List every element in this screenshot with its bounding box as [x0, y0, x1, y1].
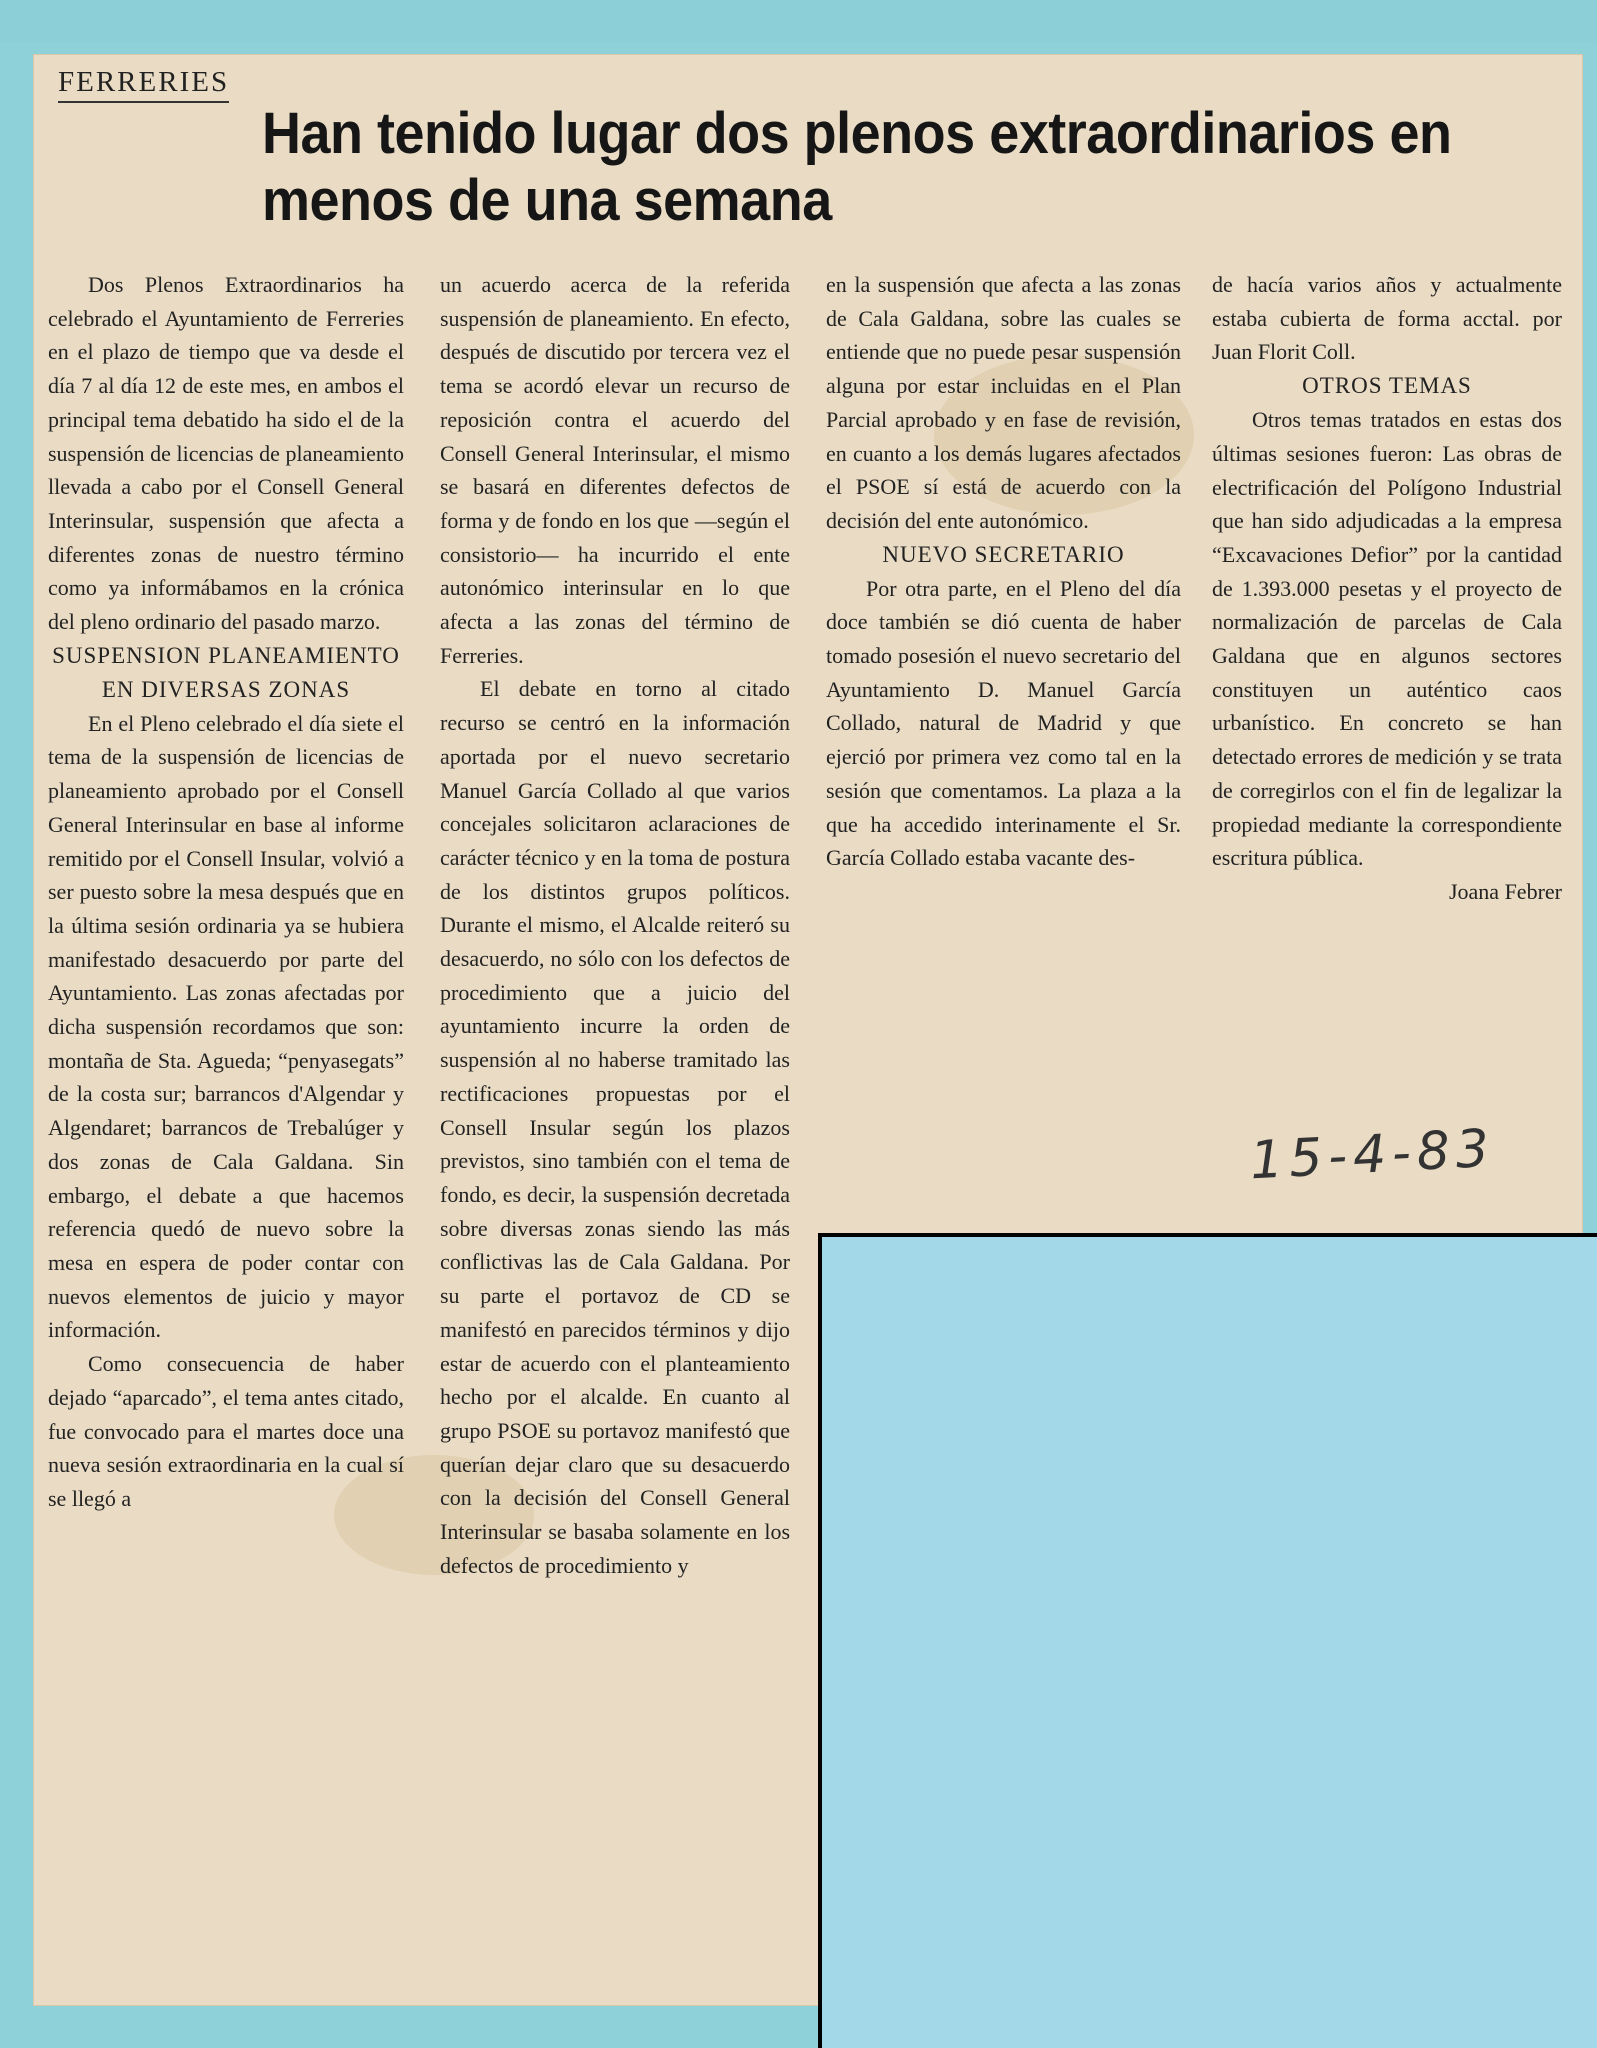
subheading: OTROS TEMAS — [1302, 373, 1472, 399]
paragraph: de hacía varios años y actualmente estaba cubierta de forma acctal. por Juan Florit Coll. — [1212, 272, 1562, 365]
article-column-3 — [826, 268, 1181, 875]
author-signature: Joana Febrer — [1448, 878, 1562, 904]
paragraph: En el Pleno celebrado el día siete el tema de la suspensión de licencias de planeamiento aprobado por el Consell General Interinsular en base al informe remitido por el Consell Insular, volvió a ser puesto sobre la mesa después que en la última sesión ordinaria ya se hubiera manifestado desacuerdo por parte del Ayuntamiento. Las zonas afectadas por dicha suspensión recordamos que son: montaña de Sta. Agueda; “penyasegats” de la costa sur; barrancos d'Algendar y Algendaret; barrancos de Trebalúger y dos zonas de Cala Galdana. Sin embargo, el debate a que hacemos referencia quedó de nuevo sobre la mesa en espera de poder contar con nuevos elementos de juicio y mayor información. — [48, 710, 404, 1343]
article-column-4 — [1212, 268, 1562, 909]
article-column-1 — [48, 268, 404, 1516]
headline: Han tenido lugar dos plenos extraordinarios en menos de una semana — [262, 101, 1452, 233]
paragraph: Dos Plenos Extraordinarios ha celebrado el Ayuntamiento de Ferreries en el plazo de tiempo que va desde el día 7 al día 12 de este mes, en ambos el principal tema debatido ha sido el de la suspensión de licencias de planeamiento llevada a cabo por el Consell General Interinsular, suspensión que afecta a diferentes zonas de nuestro término como ya informábamos en la crónica del pleno ordinario del pasado marzo. — [48, 272, 404, 635]
article-column-2 — [440, 268, 790, 1582]
subheading: SUSPENSION PLANEAMIENTO EN DIVERSAS ZONAS — [52, 642, 400, 702]
paragraph: Otros temas tratados en estas dos últimas sesiones fueron: Las obras de electrificación del Polígono Industrial que han sido adjudicadas a la empresa “Excavaciones Defior” por la cantidad de 1.393.000 pesetas y el proyecto de normalización de parcelas de Cala Galdana que en algunos sectores constituyen un auténtico caos urbanístico. En concreto se han detectado errores de medición y se trata de corregirlos con el fin de legalizar la propiedad mediante la correspondiente escritura pública. — [1212, 407, 1562, 871]
paragraph: El debate en torno al citado recurso se centró en la información aportada por el nuevo secretario Manuel García Collado al que varios concejales solicitaron aclaraciones de carácter técnico y en la toma de postura de los distintos grupos políticos. Durante el mismo, el Alcalde reiteró su desacuerdo, no sólo con los defectos de procedimiento que a juicio del ayuntamiento incurre la orden de suspensión al no haberse tramitado las rectificaciones propuestas por el Consell Insular según los plazos previstos, sino también con el tema de fondo, es decir, la suspensión decretada sobre diversas zonas siendo las más conflictivas las de Cala Galdana. Por su parte el portavoz de CD se manifestó en parecidos términos y dijo estar de acuerdo con el planteamiento hecho por el alcalde. En cuanto al grupo PSOE su portavoz manifestó que querían dejar claro que su desacuerdo con la decisión del Consell General Interinsular se basaba solamente en los defectos de procedimiento y — [440, 676, 790, 1578]
paragraph: en la suspensión que afecta a las zonas de Cala Galdana, sobre las cuales se entiende que no puede pesar suspensión alguna por estar incluidas en el Plan Parcial aprobado y en fase de revisión, en cuanto a los demás lugares afectados el PSOE sí está de acuerdo con la decisión del ente autonómico. — [826, 272, 1181, 533]
handwritten-date: 15-4-83 — [1248, 1118, 1497, 1192]
section-label: FERRERIES — [58, 66, 229, 103]
paragraph: Como consecuencia de haber dejado “aparcado”, el tema antes citado, fue convocado para el martes doce una nueva sesión extraordinaria en la cual sí se llegó a — [48, 1351, 404, 1511]
paragraph: Por otra parte, en el Pleno del día doce también se dió cuenta de haber tomado posesión el nuevo secretario del Ayuntamiento D. Manuel García Collado, natural de Madrid y que ejerció por primera vez como tal en la sesión que comentamos. La plaza a la que ha accedido interinamente el Sr. García Collado estaba vacante des- — [826, 575, 1181, 871]
subheading: NUEVO SECRETARIO — [882, 541, 1125, 567]
blank-cutout-panel — [818, 1233, 1597, 2048]
background-top — [0, 0, 1597, 42]
paragraph: un acuerdo acerca de la referida suspensión de planeamiento. En efecto, después de discutido por tercera vez el tema se acordó elevar un recurso de reposición contra el acuerdo del Consell General Interinsular, el mismo se basará en diferentes defectos de forma y de fondo en los que —según el consistorio— ha incurrido el ente autonómico interinsular en lo que afecta a las zonas del término de Ferreries. — [440, 272, 790, 668]
